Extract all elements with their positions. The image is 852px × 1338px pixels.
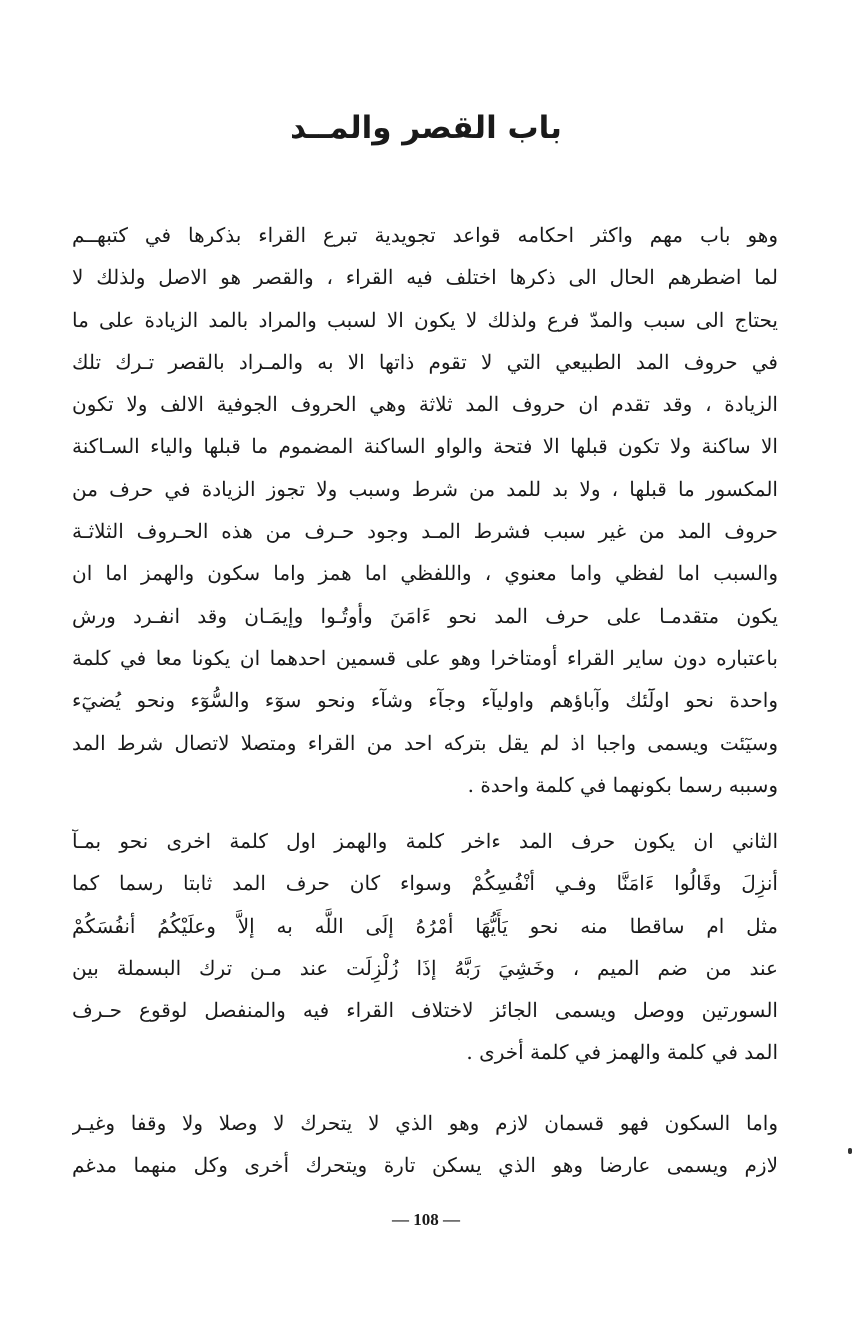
paragraph-3 [72, 1102, 778, 1187]
paragraph-line: يكون متقدمـا على حرف المد نحو ءَامَنَ وأوتُـوا وإيمَـان وقد انفـرد ورش [72, 603, 778, 628]
paragraph-line: مثل ام ساقطا منه نحو يَأَيُّهَا أمْرُهُ إلَى اللَّه به إلاَّ وعلَيْكُمُ أنفُسَكُمْ [72, 913, 778, 938]
paragraph-line: يحتاج الى سبب والمدّ فرع ولذلك لا يكون الا لسبب والمراد بالمد الزيادة على ما [72, 307, 778, 332]
paragraph-2 [72, 820, 778, 1074]
paragraph-line: المد في كلمة والهمز في كلمة أخرى . [466, 1040, 778, 1065]
paragraph-line: لما اضطرهم الحال الى ذكرها اختلف فيه القراء ، والقصر هو الاصل ولذلك لا [72, 265, 778, 290]
paragraph-line: في حروف المد الطبيعي التي لا تقوم ذاتها الا به والمـراد بالقصر تـرك تلك [72, 349, 778, 374]
paragraph-line: والسبب اما لفظي واما معنوي ، واللفظي اما همز واما سكون والهمز اما ان [72, 561, 778, 586]
paragraph-line: واحدة نحو اولَٓئك وآباؤهم واوليآء وجآء وشآء ونحو سوٓء والسُّوٓء ونحو يُضيٓء [72, 688, 778, 713]
paragraph-line: وسببه رسما بكونهما في كلمة واحدة . [467, 772, 778, 797]
paragraph-1 [72, 214, 778, 806]
paragraph-line: وهو باب مهم واكثر احكامه قواعد تجويدية تبرع القراء بذكرها في كتبهــم [72, 223, 778, 247]
paragraph-line: حروف المد من غير سبب فشرط المـد وجود حـرف من هذه الحـروف الثلاثـة [72, 519, 778, 544]
paragraph-line: واما السكون فهو قسمان لازم وهو الذي لا يتحرك لا وصلا ولا وقفا وغيـر [72, 1111, 778, 1135]
paragraph-line: الثاني ان يكون حرف المد ءاخر كلمة والهمز اول كلمة اخرى نحو بمـآ [72, 829, 778, 853]
paragraph-line: الا ساكنة ولا تكون قبلها الا فتحة والواو الساكنة المضموم ما قبلها والياء السـاكنة [72, 434, 778, 459]
scan-speck [848, 1148, 852, 1154]
paragraph-line: عند من ضم الميم ، وخَشِيَ رَبَّهُ إذَا زُلْزِلَت عند مـن ترك البسملة بين [72, 955, 778, 980]
paragraph-line: باعتباره دون ساير القراء أومتاخرا وهو على قسمين احدهما ان يكونا معا في كلمة [72, 645, 778, 670]
page-number: — 108 — [392, 1210, 460, 1229]
chapter-title: باب القصر والمــد [290, 110, 562, 146]
paragraph-line: الزيادة ، وقد تقدم ان حروف المد ثلاثة وهي الحروف الجوفية الالف ولا تكون [72, 392, 778, 417]
paragraph-line: أنزِلَ وقَالُوا ءَامَنَّا وفـي أنْفُسِكُمْ وسواء كان حرف المد ثابتا رسما كما [72, 871, 778, 896]
paragraph-line: وسيٓئت ويسمى واجبا اذ لم يقل بتركه احد من القراء ومتصلا لاتصال شرط المد [72, 730, 778, 755]
paragraph-line: لازم ويسمى عارضا وهو الذي يسكن تارة ويتحرك أخرى وكل منهما مدغم [72, 1153, 778, 1178]
paragraph-line: السورتين ووصل ويسمى الجائز لاختلاف القراء فيه والمنفصل لوقوع حـرف [72, 998, 778, 1023]
paragraph-line: المكسور ما قبلها ، ولا بد للمد من شرط وسبب ولا تجوز الزيادة في حرف من [72, 476, 778, 501]
